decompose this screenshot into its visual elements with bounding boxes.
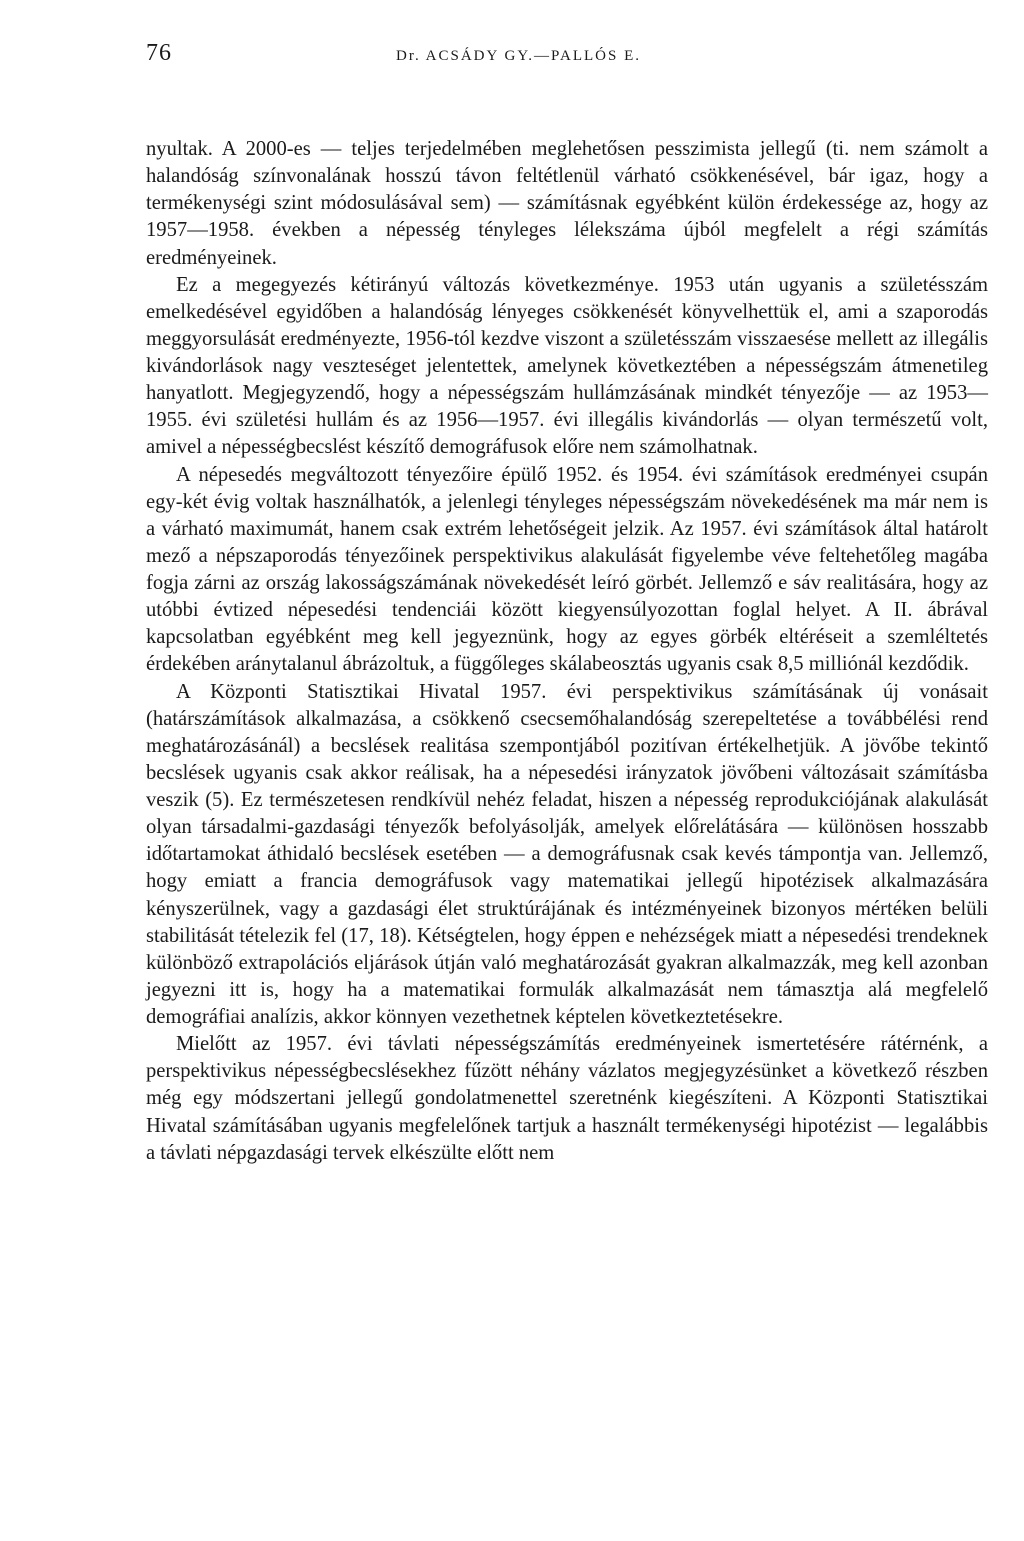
running-title: Dr. ACSÁDY GY.—PALLÓS E.: [396, 48, 641, 64]
paragraph: A népesedés megváltozott tényezőire épülő 1952. és 1954. évi számítások eredményei csupán egy-két évig voltak használhatók, a jelenlegi tényleges népességszám növekedésének ma már nem is a várható maximumát, hanem csak extrém lehetőségeit jelzik. Az 1957. évi számítások által határolt mező a népszaporodás tényezőinek perspektivikus alakulását figyelembe véve feltehetőleg magába fogja zárni az ország lakosságszámának növekedését leíró görbét. Jellemző e sáv realitására, hogy az utóbbi évtized népesedési tendenciái között kiegyensúlyozottan foglal helyet. A II. ábrával kapcsolatban egyébként meg kell jegyeznünk, hogy az egyes görbék eltéréseit a szemléltetés érdekében aránytalanul ábrázoltuk, a függőleges skálabeosztás ugyanis csak 8,5 milliónál kezdődik.: [146, 463, 988, 676]
paragraph: Ez a megegyezés kétirányú változás következménye. 1953 után ugyanis a születésszám emelkedésével egyidőben a halandóság lényeges csökkenését könyvelhettük el, ami a szaporodás meggyorsulását eredményezte, 1956-tól kezdve viszont a születésszám visszaesése mellett az illegális kivándorlások nagy veszteséget jelentettek, amelynek következtében a népességszám átmenetileg hanyatlott. Megjegyzendő, hogy a népességszám hullámzásának mindkét tényezője — az 1953—1955. évi születési hullám és az 1956—1957. évi illegális kivándorlás — olyan természetű volt, amivel a népességbecslést készítő demográfusok előre nem számolhatnak.: [146, 273, 988, 459]
body-text: [146, 136, 988, 1167]
paragraph: A Központi Statisztikai Hivatal 1957. évi perspektivikus számításának új vonásait (határszámítások alkalmazása, a csökkenő csecsemőhalandóság szerepeltetése a továbbélési rend meghatározásánál) a becslések realitása szempontjából pozitívan értékelhetjük. A jövőbe tekintő becslések ugyanis csak akkor reálisak, ha a népesedési irányzatok jövőbeni változásait számításba veszik (5). Ez természetesen rendkívül nehéz feladat, hiszen a népesség reprodukciójának alakulását olyan társadalmi-gazdasági tényezők befolyásolják, amelyek előrelátására — különösen hosszabb időtartamokat áthidaló becslések esetében — a demográfusnak csak kevés támpontja van. Jellemző, hogy emiatt a francia demográfusok vagy matematikai jellegű hipotézisek alkalmazására kényszerülnek, vagy a gazdasági élet struktúrájának és intézményeinek bizonyos mértéken belüli stabilitását tételezik fel (17, 18). Kétségtelen, hogy éppen e nehézségek miatt a népesedési trendeknek különböző extrapolációs eljárások útján való meghatározását gyakran alkalmazzák, meg kell azonban jegyezni itt is, hogy ha a matematikai formulák alkalmazását nem támasztja alá megfelelő demográfiai analízis, akkor könnyen vezethetnek képtelen következtetésekre.: [146, 680, 988, 1028]
page-number: 76: [146, 40, 172, 66]
document-page: [146, 40, 988, 1167]
paragraph-last: Mielőtt az 1957. évi távlati népességszámítás eredményeinek ismertetésére rátérnénk, a perspektivikus népességbecslésekhez fűzött néhány vázlatos megjegyzésünket a következő részben még egy módszertani jellegű gondolatmenettel szeretnénk kiegészíteni. A Központi Statisztikai Hivatal számításában ugyanis megfelelőnek tartjuk a használt termékenységi hipotézist — legalábbis a távlati népgazdasági tervek elkészülte előtt nem: [146, 1033, 988, 1164]
running-header: [146, 40, 988, 80]
paragraph-continued: nyultak. A 2000-es — teljes terjedelmében meglehetősen pesszimista jellegű (ti. nem számolt a halandóság színvonalának hosszú távon feltétlenül várható csökkenésével, bár igaz, hogy a termékenységi szint módosulásával sem) — számításnak egyébként külön érdekessége az, hogy az 1957—1958. években a népesség tényleges lélekszáma újból megfelelt a régi számítás eredményeinek.: [146, 138, 988, 269]
